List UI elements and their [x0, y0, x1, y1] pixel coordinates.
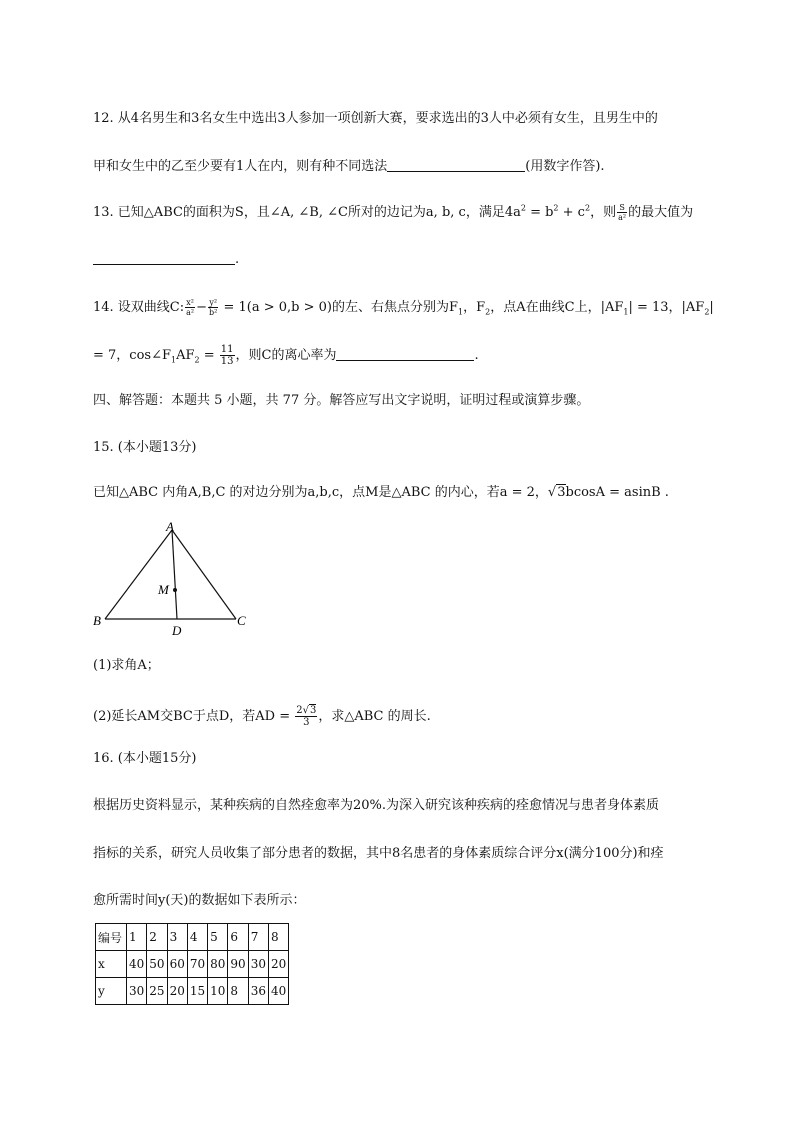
- q16-text2: 指标的关系，研究人员收集了部分患者的数据，其中8名患者的身体素质综合评分x(满分100分)和痊: [93, 846, 664, 861]
- incenter-point: [173, 588, 177, 592]
- q14-sub3: 1: [623, 307, 629, 317]
- q14-text-f: |: [709, 300, 714, 315]
- q15-ad-radicand: 3: [310, 705, 317, 716]
- q14-text-i: =: [199, 348, 219, 363]
- q12-line1: [93, 110, 754, 128]
- q13-frac-den: a²: [618, 213, 627, 222]
- label-m: M: [158, 582, 169, 597]
- q14-end: .: [474, 348, 479, 363]
- q12-line2: [93, 158, 754, 176]
- q14-sub6: 2: [194, 355, 200, 365]
- q14-sub2: 2: [485, 307, 491, 317]
- q15-stem: [93, 484, 754, 502]
- q15-part2: [93, 705, 754, 728]
- q14-sub4: 2: [704, 307, 710, 317]
- q14-fraction-y: [208, 298, 218, 317]
- q13-fraction: [617, 203, 627, 222]
- q15-ad-den: 3: [303, 717, 310, 728]
- q14-sub1: 1: [458, 307, 464, 317]
- q15-part2-b: ，求△ABC 的周长.: [318, 709, 431, 724]
- table-cell: 30: [248, 951, 268, 978]
- table-header-cell: 3: [167, 924, 187, 951]
- q15-ad-sqrt: √3: [302, 705, 317, 716]
- q16-title: [93, 750, 754, 768]
- q14-text-a: 14. 设双曲线C:: [93, 300, 185, 315]
- q15-sqrt: √3: [547, 485, 566, 500]
- side-ac: [172, 530, 236, 619]
- table-row: [96, 951, 289, 978]
- q14-f2-num: y²: [209, 298, 218, 307]
- q16-text1: 根据历史资料显示，某种疾病的自然痊愈率为20%.为深入研究该种疾病的痊愈情况与患者身体素质: [93, 798, 660, 813]
- table-cell: 20: [268, 951, 288, 978]
- q15-part1: [93, 657, 754, 675]
- table-header-cell: 6: [228, 924, 248, 951]
- q14-text-e: | = 13，|AF: [628, 300, 705, 315]
- q16-title-text: 16. (本小题15分): [93, 751, 197, 766]
- section-heading: [93, 392, 754, 410]
- q14-f3-den: 13: [220, 356, 234, 367]
- q14-text-h: AF: [176, 348, 195, 363]
- table-cell: 70: [187, 951, 207, 978]
- q15-sqrt-radicand: 3: [557, 485, 566, 500]
- q15-ad-coef: 2: [296, 705, 303, 716]
- table-cell: 25: [147, 978, 167, 1005]
- q14-f3-num: 11: [220, 344, 234, 355]
- q12-text1: 12. 从4名男生和3名女生中选出3人参加一项创新大赛，要求选出的3人中必须有女生，且男生中的: [93, 111, 658, 126]
- q15-ad-num: [295, 705, 317, 717]
- q13-line1: [93, 203, 754, 222]
- table-header-cell: 8: [268, 924, 288, 951]
- label-b: B: [93, 613, 101, 628]
- q15-part1-text: (1)求角A；: [93, 658, 160, 673]
- q16-text3: 愈所需时间y(天)的数据如下表所示：: [93, 893, 306, 908]
- q15-stem-b: bcosA = asinB .: [565, 485, 669, 500]
- q15-part2-a: (2)延长AM交BC于点D，若AD =: [93, 709, 295, 724]
- table-cell: 90: [228, 951, 248, 978]
- table-row: [96, 978, 289, 1005]
- table-cell: y: [96, 978, 127, 1005]
- q13-answer-blank: [93, 252, 235, 265]
- q13-sup2: 2: [553, 203, 559, 213]
- table-cell: 50: [147, 951, 167, 978]
- q14-text-c: ，F: [463, 300, 486, 315]
- data-table: [95, 923, 289, 1005]
- q16-line2: [93, 845, 754, 863]
- q13-sup1: 2: [520, 203, 526, 213]
- table-cell: 15: [187, 978, 207, 1005]
- q14-line2: [93, 344, 754, 367]
- label-a: A: [166, 519, 174, 534]
- q13-text-c: + c: [558, 205, 585, 220]
- table-header-cell: 1: [127, 924, 147, 951]
- label-d: D: [172, 623, 182, 638]
- q13-end: .: [235, 252, 240, 267]
- triangle-figure: [90, 516, 260, 640]
- table-header-row: [96, 924, 289, 951]
- q14-f1-den: a²: [186, 308, 195, 317]
- table-cell: 20: [167, 978, 187, 1005]
- table-header-cell: 5: [208, 924, 228, 951]
- q12-text2b: (用数字作答).: [525, 159, 605, 174]
- q16-line3: [93, 892, 754, 910]
- table-cell: x: [96, 951, 127, 978]
- table-cell: 10: [208, 978, 228, 1005]
- table-header-cell: 2: [147, 924, 167, 951]
- table-cell: 8: [228, 978, 248, 1005]
- q15-ad-fraction: [295, 705, 317, 728]
- q15-title: [93, 439, 754, 457]
- table-cell: 36: [248, 978, 268, 1005]
- segment-ad: [172, 530, 177, 619]
- table-header-cell: 7: [248, 924, 268, 951]
- q15-title-text: 15. (本小题13分): [93, 440, 197, 455]
- q14-sub5: 1: [171, 355, 177, 365]
- q14-answer-blank: [336, 348, 474, 361]
- q13-text-a: 13. 已知△ABC的面积为S，且∠A, ∠B, ∠C所对的边记为a, b, c，满足4a: [93, 205, 521, 220]
- q13-text-b: = b: [525, 205, 554, 220]
- section4-text: 四、解答题：本题共 5 小题，共 77 分。解答应写出文字说明，证明过程或演算步骤。: [93, 393, 590, 408]
- q13-text-d: ，则: [590, 205, 617, 220]
- table-header-cell: 编号: [96, 924, 127, 951]
- q14-minus: −: [196, 300, 208, 315]
- q14-line1: [93, 298, 754, 317]
- q14-f2-den: b²: [209, 308, 218, 317]
- table-cell: 60: [167, 951, 187, 978]
- q16-line1: [93, 797, 754, 815]
- q14-text-j: ，则C的离心率为: [235, 348, 337, 363]
- table-cell: 40: [268, 978, 288, 1005]
- table-cell: 80: [208, 951, 228, 978]
- q13-text-e: 的最大值为: [628, 205, 694, 220]
- q14-text-g: = 7，cos∠F: [93, 348, 171, 363]
- q14-text-b: = 1(a > 0,b > 0)的左、右焦点分别为F: [219, 300, 459, 315]
- q12-answer-blank: [387, 159, 525, 172]
- q14-fraction-x: [185, 298, 195, 317]
- q13-frac-num: S: [617, 203, 627, 213]
- q14-f1-num: x²: [186, 298, 194, 307]
- q12-text2a: 甲和女生中的乙至少要有1人在内，则有种不同选法: [93, 159, 388, 174]
- q13-line2: [93, 251, 754, 269]
- table-header-cell: 4: [187, 924, 207, 951]
- q14-text-d: ，点A在曲线C上，|AF: [490, 300, 624, 315]
- q15-stem-a: 已知△ABC 内角A,B,C 的对边分别为a,b,c，点M是△ABC 的内心，若a = 2，: [93, 485, 548, 500]
- q13-sup3: 2: [584, 203, 591, 213]
- table-cell: 40: [127, 951, 147, 978]
- q14-fraction-cos: [220, 344, 235, 367]
- table-cell: 30: [127, 978, 147, 1005]
- label-c: C: [237, 613, 246, 628]
- side-ab: [105, 530, 172, 619]
